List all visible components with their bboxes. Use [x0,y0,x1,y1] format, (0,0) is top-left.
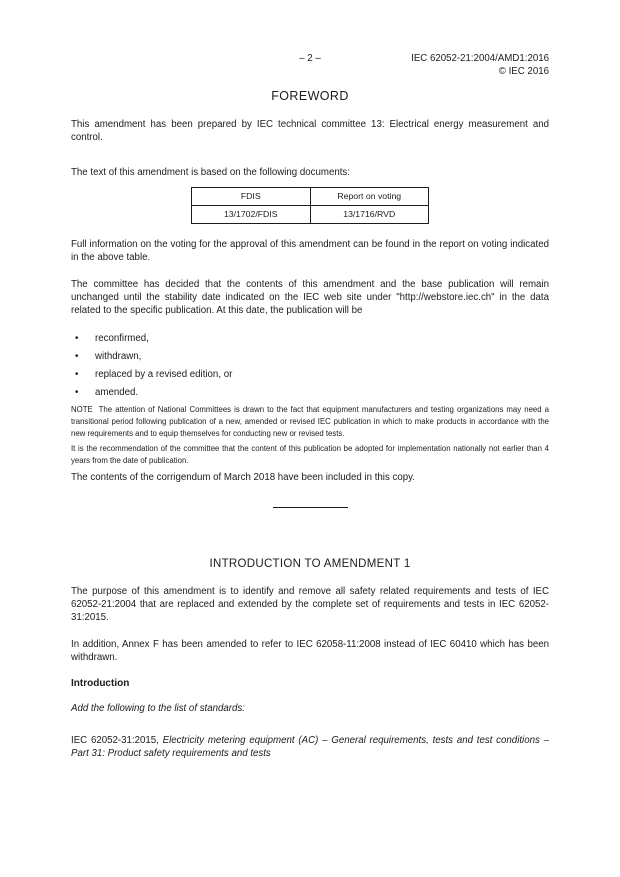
note-paragraph [71,404,549,440]
page-header [71,52,549,78]
list-item-label: withdrawn, [95,351,142,362]
document-reference: IEC 62052-21:2004/AMD1:2016 [411,53,549,64]
list-item-label: replaced by a revised edition, or [95,369,233,380]
foreword-para-4: The committee has decided that the contents of this amendment and the base publication will remain unchanged until the stability date indicated on the IEC web site under "http://webstore.iec.ch" in the data related to the specific publication. At this date, the publication will be [71,279,549,316]
section-divider [273,507,348,508]
note-label: NOTE [71,405,93,414]
standard-reference-title: Electricity metering equipment (AC) – General requirements, tests and test conditions – Part 31: Product safety requirements and tests [71,735,549,759]
introduction-amendment-title: INTRODUCTION TO AMENDMENT 1 [209,558,411,570]
table-cell-fdis-value: 13/1702/FDIS [192,206,311,224]
publication-status-list [71,332,549,399]
bullet-icon: • [75,369,79,380]
bullet-icon: • [75,387,79,398]
list-item [71,332,549,345]
foreword-para-1: This amendment has been prepared by IEC technical committee 13: Electrical energy measurement and control. [71,119,549,143]
table-header-report-on-voting: Report on voting [310,188,429,206]
corrigendum-paragraph: The contents of the corrigendum of March 2018 have been included in this copy. [71,472,415,483]
list-item [71,350,549,363]
table-header-row [192,188,429,206]
note-text: The attention of National Committees is drawn to the fact that equipment manufacturers and testing organizations may need a transitional period following publication of a new, amended or revised IEC publication in which to make products in accordance with the new requirements and to equip themselves for conducting new or revised tests. [71,405,549,438]
list-item [71,368,549,381]
introduction-para-1: The purpose of this amendment is to identify and remove all safety related requirements and tests of IEC 62052-21:2004 that are replaced and extended by the complete set of requirements and tests in IEC 62052-31:2015. [71,586,549,623]
standard-reference [71,734,549,760]
recommendation-paragraph: It is the recommendation of the committee that the content of this publication be adopted for implementation nationally not earlier than 4 years from the date of publication. [71,444,549,465]
bullet-icon: • [75,351,79,362]
list-item-label: reconfirmed, [95,333,149,344]
copyright-notice: © IEC 2016 [498,66,549,77]
table-cell-rvd-value: 13/1716/RVD [310,206,429,224]
table-row [192,206,429,224]
introduction-subheading: Introduction [71,678,130,689]
standard-reference-id: IEC 62052-31:2015, [71,735,159,746]
foreword-title: FOREWORD [271,89,349,103]
bullet-icon: • [75,333,79,344]
voting-documents-table [191,187,429,224]
table-header-fdis: FDIS [192,188,311,206]
edit-instruction-text: Add the following to the list of standards: [71,703,245,714]
introduction-para-2: In addition, Annex F has been amended to refer to IEC 62058-11:2008 instead of IEC 60410 which has been withdrawn. [71,639,549,663]
list-item [71,386,549,399]
foreword-para-2: The text of this amendment is based on the following documents: [71,167,350,178]
foreword-para-3: Full information on the voting for the approval of this amendment can be found in the report on voting indicated in the above table. [71,239,549,263]
page-number: – 2 – [299,53,321,64]
list-item-label: amended. [95,387,139,398]
